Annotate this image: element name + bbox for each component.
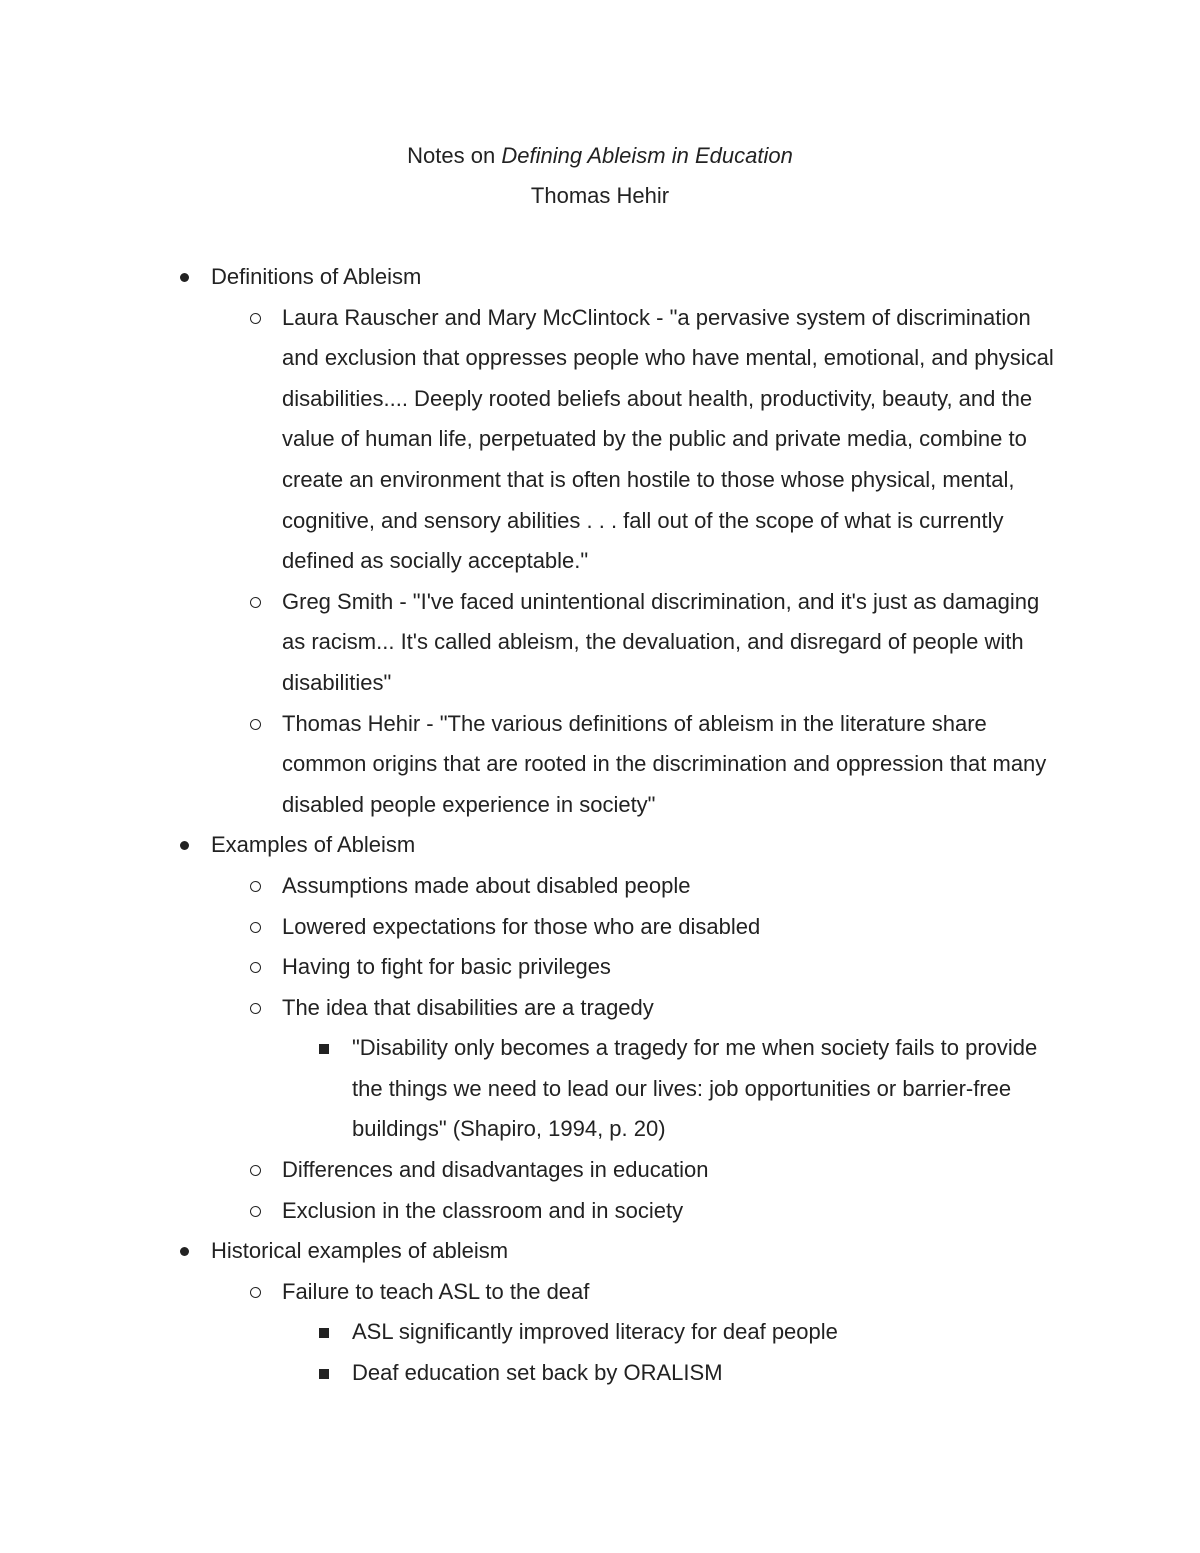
hollow-circle-bullet-icon — [250, 597, 261, 608]
outline-item-level-1 — [211, 825, 1056, 866]
outline-item-level-2 — [282, 866, 1056, 907]
hollow-circle-bullet-icon — [250, 1206, 261, 1217]
outline-item-level-3 — [352, 1353, 1056, 1394]
square-bullet-icon — [319, 1369, 329, 1379]
outline-item-text: Thomas Hehir - "The various definitions of ableism in the literature share common origins that are rooted in the discrimination and oppression that many disabled people experience in society" — [282, 710, 1047, 817]
outline-item-text: Assumptions made about disabled people — [282, 872, 691, 898]
outline-item-level-2 — [282, 947, 1056, 988]
notes-outline — [0, 257, 1200, 1394]
hollow-circle-bullet-icon — [250, 313, 261, 324]
outline-item-text: Historical examples of ableism — [211, 1238, 509, 1264]
title-work: Defining Ableism in Education — [501, 143, 793, 168]
document-title — [0, 140, 1200, 180]
hollow-circle-bullet-icon — [250, 1287, 261, 1298]
outline-item-level-2 — [282, 988, 1056, 1029]
filled-circle-bullet-icon — [180, 1247, 189, 1256]
outline-item-level-2 — [282, 298, 1056, 582]
outline-item-text: The idea that disabilities are a tragedy — [282, 994, 654, 1020]
outline-item-text: Exclusion in the classroom and in society — [282, 1197, 684, 1223]
hollow-circle-bullet-icon — [250, 719, 261, 730]
hollow-circle-bullet-icon — [250, 881, 261, 892]
outline-item-level-2 — [282, 1272, 1056, 1313]
outline-item-text: Deaf education set back by ORALISM — [352, 1360, 723, 1386]
square-bullet-icon — [319, 1044, 329, 1054]
outline-item-text: Failure to teach ASL to the deaf — [282, 1278, 590, 1304]
outline-item-level-3 — [352, 1028, 1056, 1150]
outline-item-level-1 — [211, 257, 1056, 298]
outline-item-text: ASL significantly improved literacy for deaf people — [352, 1319, 838, 1345]
outline-item-text: Differences and disadvantages in education — [282, 1157, 709, 1183]
document-author: Thomas Hehir — [530, 183, 670, 208]
filled-circle-bullet-icon — [180, 273, 189, 282]
outline-item-level-2 — [282, 1191, 1056, 1232]
hollow-circle-bullet-icon — [250, 1165, 261, 1176]
outline-item-text: Greg Smith - "I've faced unintentional discrimination, and it's just as damaging as racism... It's called ableism, the devaluation, and disregard of people with disabilities" — [282, 588, 1040, 695]
outline-item-text: Laura Rauscher and Mary McClintock - "a pervasive system of discrimination and exclusion that oppresses people who have mental, emotional, and physical disabilities.... Deeply rooted beliefs about health, productivity, beauty, and the value of human life, perpetuated by the public and private media, combine to create an environment that is often hostile to those whose physical, mental, cognitive, and sensory abilities . . . fall out of the scope of what is currently defined as socially acceptable." — [282, 304, 1054, 574]
square-bullet-icon — [319, 1328, 329, 1338]
outline-item-text: Having to fight for basic privileges — [282, 954, 611, 980]
outline-item-level-1 — [211, 1231, 1056, 1272]
hollow-circle-bullet-icon — [250, 922, 261, 933]
hollow-circle-bullet-icon — [250, 962, 261, 973]
outline-item-level-2 — [282, 582, 1056, 704]
outline-item-text: Lowered expectations for those who are disabled — [282, 913, 761, 939]
outline-item-text: Examples of Ableism — [211, 832, 416, 858]
outline-item-text: Definitions of Ableism — [211, 264, 422, 289]
document-header — [0, 140, 1200, 220]
outline-item-level-2 — [282, 1150, 1056, 1191]
outline-item-level-3 — [352, 1312, 1056, 1353]
filled-circle-bullet-icon — [180, 841, 189, 850]
outline-item-level-2 — [282, 704, 1056, 826]
outline-item-level-2 — [282, 907, 1056, 948]
title-prefix: Notes on — [407, 143, 502, 168]
outline-item-text: "Disability only becomes a tragedy for me when society fails to provide the things we need to lead our lives: job opportunities or barrier-free buildings" (Shapiro, 1994, p. 20) — [352, 1035, 1038, 1142]
hollow-circle-bullet-icon — [250, 1003, 261, 1014]
